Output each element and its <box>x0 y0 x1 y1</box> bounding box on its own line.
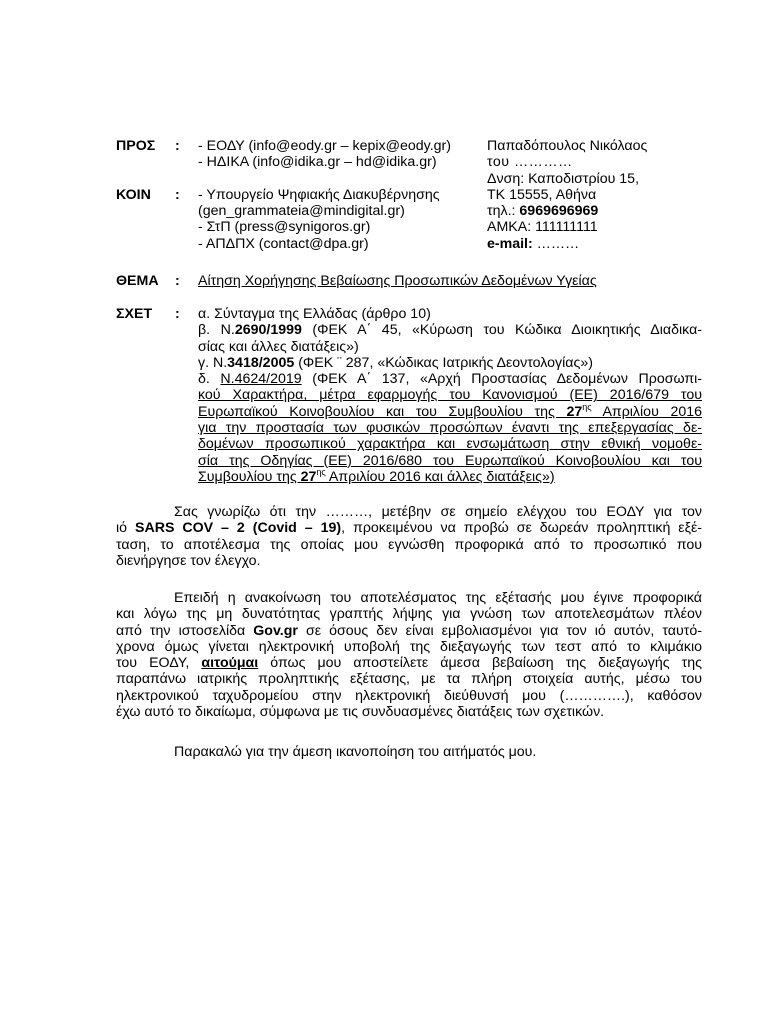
references-label: ΣΧΕΤ <box>116 306 153 322</box>
reference-d-cont: Ευρωπαϊκού Κοινοβουλίου και του Συμβουλίου της $27^{\eta\varsigma}$ Απριλίου 2016 <box>198 401 703 420</box>
spacer <box>198 171 490 187</box>
cc-line: (gen_grammateia@mindigital.gr) <box>198 203 405 220</box>
paragraph-line: και λόγω της μη δυνατότητας γραπτής λήψης για γνώση των αποτελεσμάτων πλέον <box>116 606 702 623</box>
reference-a: α. Σύνταγμα της Ελλάδας (άρθρο 10) <box>198 306 431 322</box>
recipient-line: - ΗΔΙΚΑ (info@idika.gr – hd@idika.gr) <box>198 154 437 171</box>
paragraph-line: Επειδή η ανακοίνωση του αποτελέσματος της εξέτασής μου έγινε προφορικά <box>174 590 702 606</box>
cc-line: - ΣτΠ (press@synigoros.gr) <box>198 219 371 236</box>
body-paragraph-1 <box>116 504 702 569</box>
sender-email-value: ……… <box>532 235 580 252</box>
references-colon: : <box>175 306 180 322</box>
subject-text: Αίτηση Χορήγησης Βεβαίωσης Προσωπικών Δεδομένων Υγείας <box>198 273 597 289</box>
reference-d-cont: σία της Οδηγίας (ΕΕ) 2016/680 του Ευρωπαϊκού Κοινοβουλίου και του <box>198 452 702 469</box>
paragraph-line: Παρακαλώ για την άμεση ικανοποίηση του αιτήματός μου. <box>174 744 537 760</box>
references-list <box>198 306 702 485</box>
sender-father: του ………… <box>487 154 573 171</box>
reference-b-cont: σίας και άλλες διατάξεις») <box>198 338 359 355</box>
to-label: ΠΡΟΣ <box>116 138 156 154</box>
sender-email-label: e-mail: <box>487 235 533 252</box>
body-paragraph-3 <box>116 744 702 760</box>
sender-phone-label: τηλ.: <box>487 203 520 220</box>
cc-line: - Υπουργείο Ψηφιακής Διακυβέρνησης <box>198 186 440 203</box>
recipients-block <box>198 138 490 252</box>
paragraph-line: από την ιστοσελίδα Gov.gr σε όσους δεν είναι εμβολιασμένοι για τον ιό αυτόν, ταυτό- <box>116 622 702 639</box>
cc-colon: : <box>175 187 180 203</box>
reference-d-cont: δομένων προσωπικού χαρακτήρα και ενσωμάτωση στην εθνική νομοθε- <box>198 436 702 453</box>
paragraph-line: παραπάνω ιατρικής προληπτικής εξέτασης, με τα πλήρη στοιχεία αυτής, μέσω του <box>116 671 702 688</box>
reference-d: δ. Ν.4624/2019 (ΦΕΚ Α΄ 137, «Αρχή Προστασίας Δεδομένων Προσωπι- <box>198 371 703 388</box>
sender-name: Παπαδόπουλος Νικόλαος <box>487 138 648 154</box>
reference-d-cont: Συμβουλίου της $27^{\eta\varsigma}$ Απριλίου 2016 και άλλες διατάξεις») <box>198 466 555 485</box>
paragraph-line: ταση, το αποτέλεσμα της οποίας μου εγνώσθη προφορικά από το προσωπικό που <box>116 536 702 553</box>
sender-phone: 6969696969 <box>519 203 599 220</box>
sender-address-1: Δνση: Καποδιστρίου 15, <box>487 170 640 187</box>
cc-label: ΚΟΙΝ <box>116 187 151 203</box>
subject-colon: : <box>175 273 180 289</box>
recipient-line: - ΕΟΔΥ (info@eody.gr – kepix@eody.gr) <box>198 138 451 154</box>
body-paragraph-2 <box>116 590 702 720</box>
paragraph-line: έχω αυτό το δικαίωμα, σύμφωνα με τις συνδυασμένες διατάξεις των σχετικών. <box>116 704 605 721</box>
subject-label: ΘΕΜΑ <box>116 273 159 289</box>
sender-address-2: ΤΚ 15555, Αθήνα <box>487 186 597 203</box>
paragraph-line: διενήργησε τον έλεγχο. <box>116 552 261 569</box>
sender-amka: ΑΜΚΑ: 111111111 <box>487 219 598 236</box>
sender-email-row <box>487 236 717 252</box>
sender-phone-row <box>487 203 717 219</box>
reference-b: β. Ν.2690/1999 (ΦΕΚ Α΄ 45, «Κύρωση του Κώδικα Διοικητικής Διαδικα- <box>198 322 702 339</box>
paragraph-line: ιό SARS COV – 2 (Covid – 19), προκειμένου να προβώ σε δωρεάν προληπτική εξέ- <box>116 520 703 537</box>
reference-d-cont: κού Χαρακτήρα, μέτρα εφαρμογής του Κανονισμού (ΕΕ) 2016/679 του <box>198 387 702 404</box>
sender-block <box>487 138 717 252</box>
paragraph-line: Σας γνωρίζω ότι την ………, μετέβην σε σημείο ελέγχου του ΕΟΔΥ για τον <box>174 504 702 520</box>
cc-line: - ΑΠΔΠΧ (contact@dpa.gr) <box>198 235 369 252</box>
reference-c: γ. Ν.3418/2005 (ΦΕΚ ¨ 287, «Κώδικας Ιατρικής Δεοντολογίας») <box>198 354 593 371</box>
paragraph-line: του ΕΟΔΥ, αιτούμαι όπως μου αποστείλετε άμεσα βεβαίωση της διεξαγωγής της <box>116 655 702 672</box>
reference-d-cont: για την προστασία των φυσικών προσώπων έναντι της επεξεργασίας δε- <box>198 420 702 437</box>
paragraph-line: χρονα όμως γίνεται ηλεκτρονική υποβολή της διεξαγωγής των τεστ από το κλιμάκιο <box>116 638 702 655</box>
paragraph-line: ηλεκτρονικού ταχυδρομείου στην ηλεκτρονική διεύθυνσή μου (………….), καθόσον <box>116 687 702 704</box>
to-colon: : <box>175 138 180 154</box>
